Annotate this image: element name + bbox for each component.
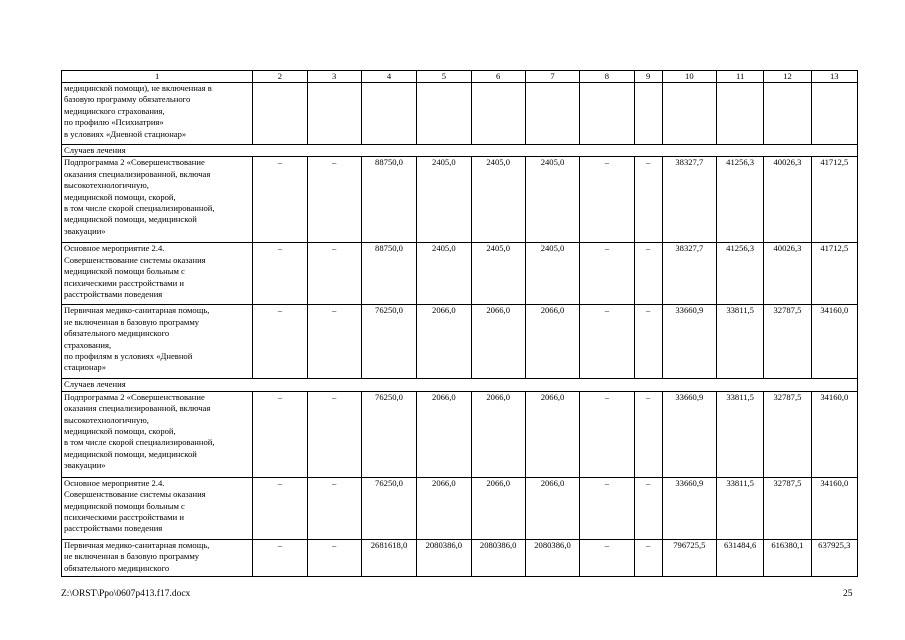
unit-label: Случаев лечения	[62, 379, 858, 391]
value-cell: 2066,0	[525, 305, 579, 379]
row-description: Подпрограмма 2 «Совершенствование оказания специализированной, включая высокотехнологичную, медицинской помощи, скорой, в том числе скорой специализированной, медицинской помощи, медицинской эвакуации»	[62, 391, 253, 477]
unit-label: Случаев лечения	[62, 145, 858, 157]
column-number-cell: 7	[525, 71, 579, 83]
table-row	[62, 539, 858, 576]
value-cell: 2405,0	[417, 243, 471, 305]
column-number-cell: 11	[717, 71, 764, 83]
value-cell	[417, 83, 471, 145]
value-cell: –	[307, 243, 361, 305]
value-cell: 33660,9	[662, 305, 716, 379]
value-cell: 76250,0	[361, 391, 416, 477]
value-cell: 33811,5	[717, 391, 764, 477]
column-number-cell: 4	[361, 71, 416, 83]
value-cell: 88750,0	[361, 243, 416, 305]
value-cell: –	[580, 477, 634, 539]
column-number-cell: 5	[417, 71, 471, 83]
value-cell: –	[580, 157, 634, 243]
value-cell: –	[580, 539, 634, 576]
table-row	[62, 157, 858, 243]
value-cell: 2066,0	[417, 477, 471, 539]
value-cell: –	[634, 305, 662, 379]
table-row	[62, 391, 858, 477]
value-cell: 2066,0	[417, 305, 471, 379]
row-description: Основное мероприятие 2.4. Совершенствование системы оказания медицинской помощи больным с психическими расстройствами и расстройствами поведения	[62, 477, 253, 539]
value-cell	[525, 83, 579, 145]
value-cell: 2066,0	[471, 477, 525, 539]
value-cell: 637925,3	[811, 539, 857, 576]
value-cell: –	[580, 243, 634, 305]
value-cell: 34160,0	[811, 305, 857, 379]
value-cell: 32787,5	[764, 477, 811, 539]
value-cell	[634, 83, 662, 145]
column-number-row	[62, 71, 858, 83]
table-row	[62, 305, 858, 379]
value-cell: 41712,5	[811, 243, 857, 305]
column-number-cell: 6	[471, 71, 525, 83]
column-number-cell: 2	[253, 71, 307, 83]
value-cell: –	[253, 477, 307, 539]
value-cell	[253, 83, 307, 145]
value-cell: 2080386,0	[525, 539, 579, 576]
column-number-cell: 8	[580, 71, 634, 83]
value-cell: –	[307, 539, 361, 576]
value-cell: 2681618,0	[361, 539, 416, 576]
value-cell: 34160,0	[811, 477, 857, 539]
value-cell: 2080386,0	[471, 539, 525, 576]
value-cell: 40026,3	[764, 243, 811, 305]
value-cell	[471, 83, 525, 145]
value-cell: 38327,7	[662, 157, 716, 243]
row-description: Основное мероприятие 2.4. Совершенствование системы оказания медицинской помощи больным с психическими расстройствами и расстройствами поведения	[62, 243, 253, 305]
value-cell: –	[307, 157, 361, 243]
table-row	[62, 477, 858, 539]
value-cell	[361, 83, 416, 145]
value-cell: 2080386,0	[417, 539, 471, 576]
value-cell: 2066,0	[471, 305, 525, 379]
value-cell: 33660,9	[662, 477, 716, 539]
value-cell	[307, 83, 361, 145]
value-cell: –	[634, 243, 662, 305]
value-cell: –	[253, 391, 307, 477]
value-cell: 2405,0	[471, 243, 525, 305]
unit-row	[62, 379, 858, 391]
table-row	[62, 243, 858, 305]
column-number-cell: 13	[811, 71, 857, 83]
value-cell: 796725,5	[662, 539, 716, 576]
column-number-cell: 1	[62, 71, 253, 83]
column-number-cell: 9	[634, 71, 662, 83]
value-cell: –	[253, 305, 307, 379]
value-cell: 40026,3	[764, 157, 811, 243]
column-number-cell: 3	[307, 71, 361, 83]
value-cell: 2066,0	[525, 391, 579, 477]
value-cell	[717, 83, 764, 145]
value-cell: 33811,5	[717, 305, 764, 379]
value-cell: 76250,0	[361, 305, 416, 379]
value-cell: –	[253, 539, 307, 576]
value-cell: 41712,5	[811, 157, 857, 243]
value-cell: –	[634, 157, 662, 243]
value-cell: 2066,0	[417, 391, 471, 477]
value-cell: 2066,0	[471, 391, 525, 477]
table-row	[62, 83, 858, 145]
value-cell: 41256,3	[717, 243, 764, 305]
row-description: Первичная медико-санитарная помощь, не включенная в базовую программу обязательного медицинского страхования, по профилям в условиях «Дневной стационар»	[62, 305, 253, 379]
row-description: медицинской помощи), не включенная в базовую программу обязательного медицинского страхования, по профилю «Психиатрия» в условиях «Дневной стационар»	[62, 83, 253, 145]
value-cell	[580, 83, 634, 145]
value-cell	[662, 83, 716, 145]
value-cell: 88750,0	[361, 157, 416, 243]
column-number-cell: 10	[662, 71, 716, 83]
value-cell: 38327,7	[662, 243, 716, 305]
value-cell: 2405,0	[471, 157, 525, 243]
value-cell: –	[634, 391, 662, 477]
value-cell	[764, 83, 811, 145]
footer-file-path: Z:\ORST\Ppo\0607p413.f17.docx	[61, 589, 191, 599]
value-cell: 33811,5	[717, 477, 764, 539]
value-cell: 33660,9	[662, 391, 716, 477]
value-cell: 76250,0	[361, 477, 416, 539]
column-number-cell: 12	[764, 71, 811, 83]
value-cell: 34160,0	[811, 391, 857, 477]
value-cell: –	[253, 243, 307, 305]
value-cell: 2405,0	[417, 157, 471, 243]
value-cell: 616380,1	[764, 539, 811, 576]
unit-row	[62, 145, 858, 157]
value-cell: 32787,5	[764, 305, 811, 379]
value-cell: –	[634, 539, 662, 576]
value-cell: –	[307, 305, 361, 379]
value-cell: 41256,3	[717, 157, 764, 243]
value-cell: –	[307, 477, 361, 539]
row-description: Подпрограмма 2 «Совершенствование оказания специализированной, включая высокотехнологичную, медицинской помощи, скорой, в том числе скорой специализированной, медицинской помощи, медицинской эвакуации»	[62, 157, 253, 243]
value-cell: 2405,0	[525, 243, 579, 305]
row-description: Первичная медико-санитарная помощь, не включенная в базовую программу обязательного медицинского	[62, 539, 253, 576]
value-cell: –	[307, 391, 361, 477]
page-number: 25	[843, 589, 853, 599]
value-cell: 32787,5	[764, 391, 811, 477]
budget-table	[61, 70, 858, 577]
value-cell: 2066,0	[525, 477, 579, 539]
value-cell: 2405,0	[525, 157, 579, 243]
value-cell: –	[253, 157, 307, 243]
value-cell: –	[580, 391, 634, 477]
value-cell: –	[634, 477, 662, 539]
value-cell: 631484,6	[717, 539, 764, 576]
value-cell: –	[580, 305, 634, 379]
value-cell	[811, 83, 857, 145]
